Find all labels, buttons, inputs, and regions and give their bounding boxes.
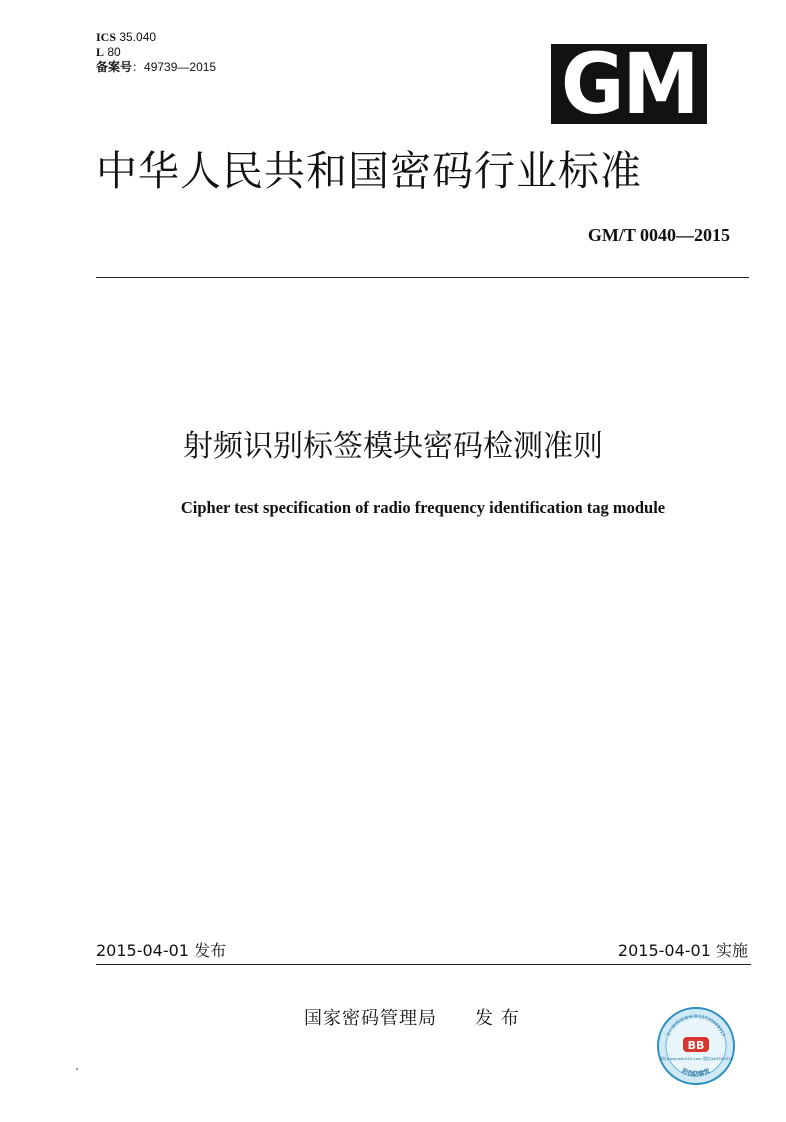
document-title-english: Cipher test specification of radio frequency identification tag module bbox=[180, 498, 666, 517]
record-separator: ： bbox=[132, 60, 145, 74]
footer-divider bbox=[96, 964, 751, 965]
seal-top-text: 专门销售国家标准13720069315 bbox=[666, 1014, 726, 1038]
standard-number: GM/T 0040—2015 bbox=[587, 225, 730, 245]
issuer-action: 发 布 bbox=[475, 1008, 520, 1029]
release-date: 2015-04-01 发布 bbox=[96, 941, 227, 960]
issuer-line bbox=[304, 1004, 520, 1030]
record-number: 49739—2015 bbox=[144, 60, 217, 74]
svg-text:BB: BB bbox=[687, 1039, 705, 1052]
record-line bbox=[96, 60, 216, 75]
ccs-code: 80 bbox=[107, 45, 121, 59]
gm-logo-text: GM bbox=[560, 44, 698, 124]
standard-organization-title: 中华人民共和国密码行业标准 bbox=[96, 147, 642, 195]
header-divider bbox=[96, 277, 749, 278]
gm-logo bbox=[551, 44, 707, 124]
seal-brand-text: 防伪防窜货 bbox=[680, 1067, 712, 1078]
issuer-name: 国家密码管理局 bbox=[304, 1008, 437, 1029]
ics-label: ICS bbox=[96, 30, 117, 44]
document-title-chinese: 射频识别标签模块密码检测准则 bbox=[183, 429, 603, 464]
effective-date: 2015-04-01 实施 bbox=[617, 941, 748, 960]
document-meta bbox=[96, 30, 216, 75]
seal-bottom-text: 网址www.zzbz315.com 微信jkk9590315 bbox=[659, 1056, 733, 1061]
scan-speck bbox=[76, 1068, 78, 1070]
ccs-label: L bbox=[96, 45, 105, 59]
record-label: 备案号 bbox=[96, 60, 133, 74]
ics-code: 35.040 bbox=[119, 30, 157, 44]
anti-counterfeit-seal bbox=[656, 1006, 736, 1086]
ics-line bbox=[96, 30, 216, 45]
seal-center-icon bbox=[683, 1037, 709, 1052]
ccs-line bbox=[96, 45, 216, 60]
